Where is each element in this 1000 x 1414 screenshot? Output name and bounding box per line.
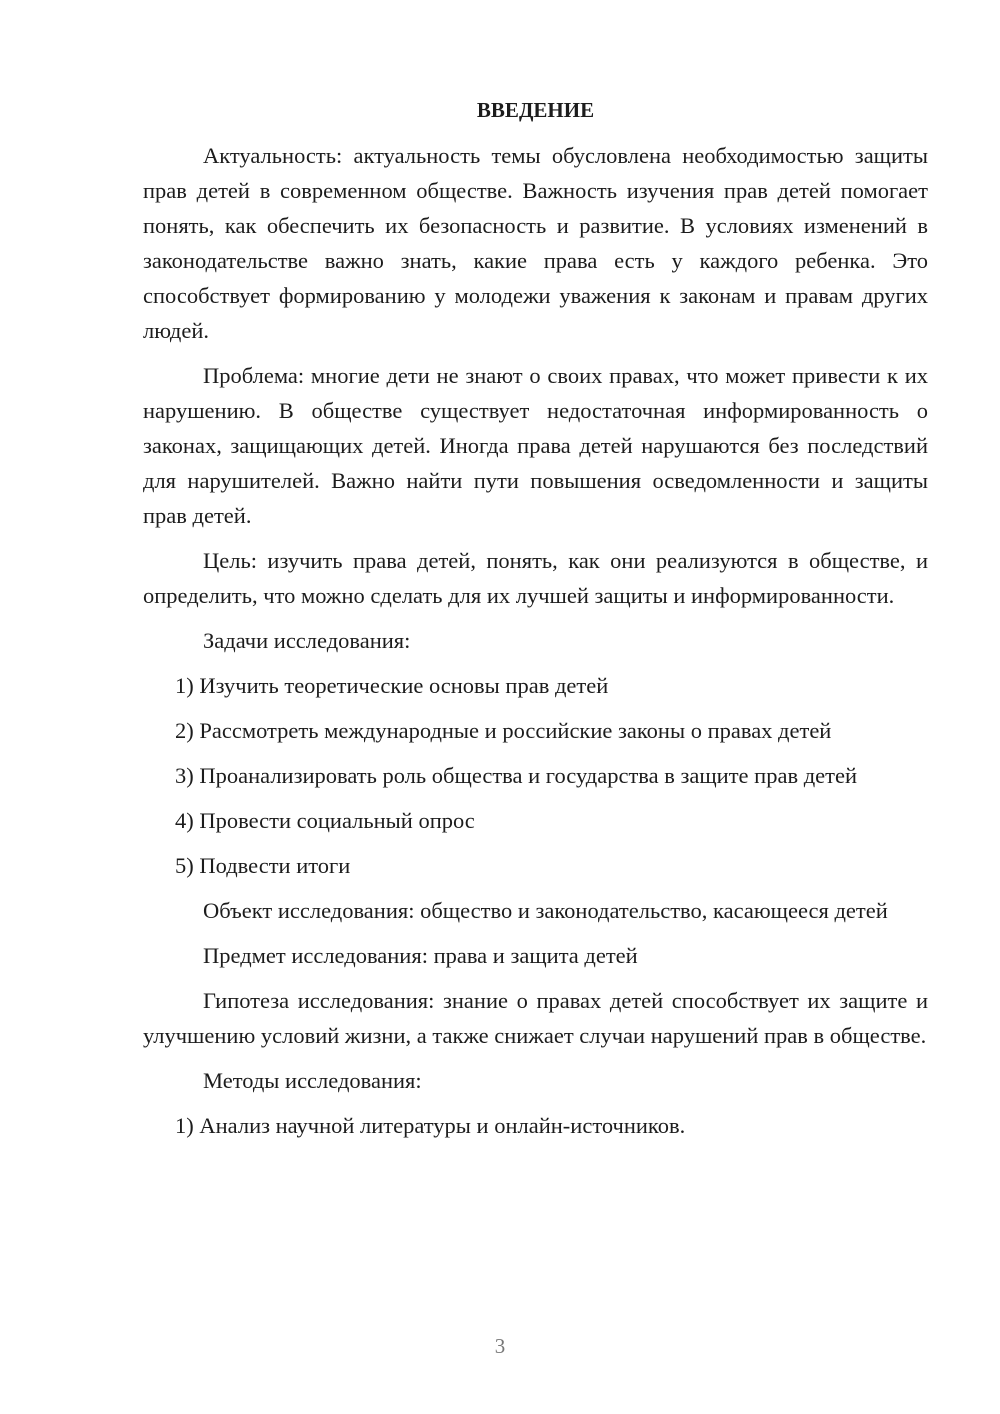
task-item: 1) Изучить теоретические основы прав детей — [175, 673, 609, 698]
hypothesis-paragraph: Гипотеза исследования: знание о правах детей способствует их защите и улучшению условий жизни, а также снижает случаи нарушений прав в обществе. — [143, 988, 928, 1048]
task-item: 3) Проанализировать роль общества и государства в защите прав детей — [175, 763, 857, 788]
page-number: 3 — [494, 1334, 506, 1358]
task-item: 4) Провести социальный опрос — [175, 808, 475, 833]
goal-paragraph: Цель: изучить права детей, понять, как они реализуются в обществе, и определить, что можно сделать для их лучшей защиты и информированности. — [143, 548, 928, 608]
relevance-paragraph: Актуальность: актуальность темы обусловлена необходимостью защиты прав детей в современном обществе. Важность изучения прав детей помогает понять, как обеспечить их безопасность и развитие. В условиях изменений в законодательстве важно знать, какие права есть у каждого ребенка. Это способствует формированию у молодежи уважения к законам и правам других людей. — [143, 143, 928, 343]
methods-heading: Методы исследования: — [203, 1068, 422, 1093]
tasks-heading: Задачи исследования: — [203, 628, 411, 653]
research-subject-paragraph: Предмет исследования: права и защита детей — [203, 943, 638, 968]
method-item: 1) Анализ научной литературы и онлайн-источников. — [175, 1113, 686, 1138]
task-item: 2) Рассмотреть международные и российские законы о правах детей — [175, 718, 832, 743]
problem-paragraph: Проблема: многие дети не знают о своих правах, что может привести к их нарушению. В обществе существует недостаточная информированность о законах, защищающих детей. Иногда права детей нарушаются без последствий для нарушителей. Важно найти пути повышения осведомленности и защиты прав детей. — [143, 363, 928, 528]
section-title: ВВЕДЕНИЕ — [476, 98, 595, 122]
task-item: 5) Подвести итоги — [175, 853, 351, 878]
document-page — [143, 95, 928, 1153]
research-object-paragraph: Объект исследования: общество и законодательство, касающееся детей — [203, 898, 888, 923]
